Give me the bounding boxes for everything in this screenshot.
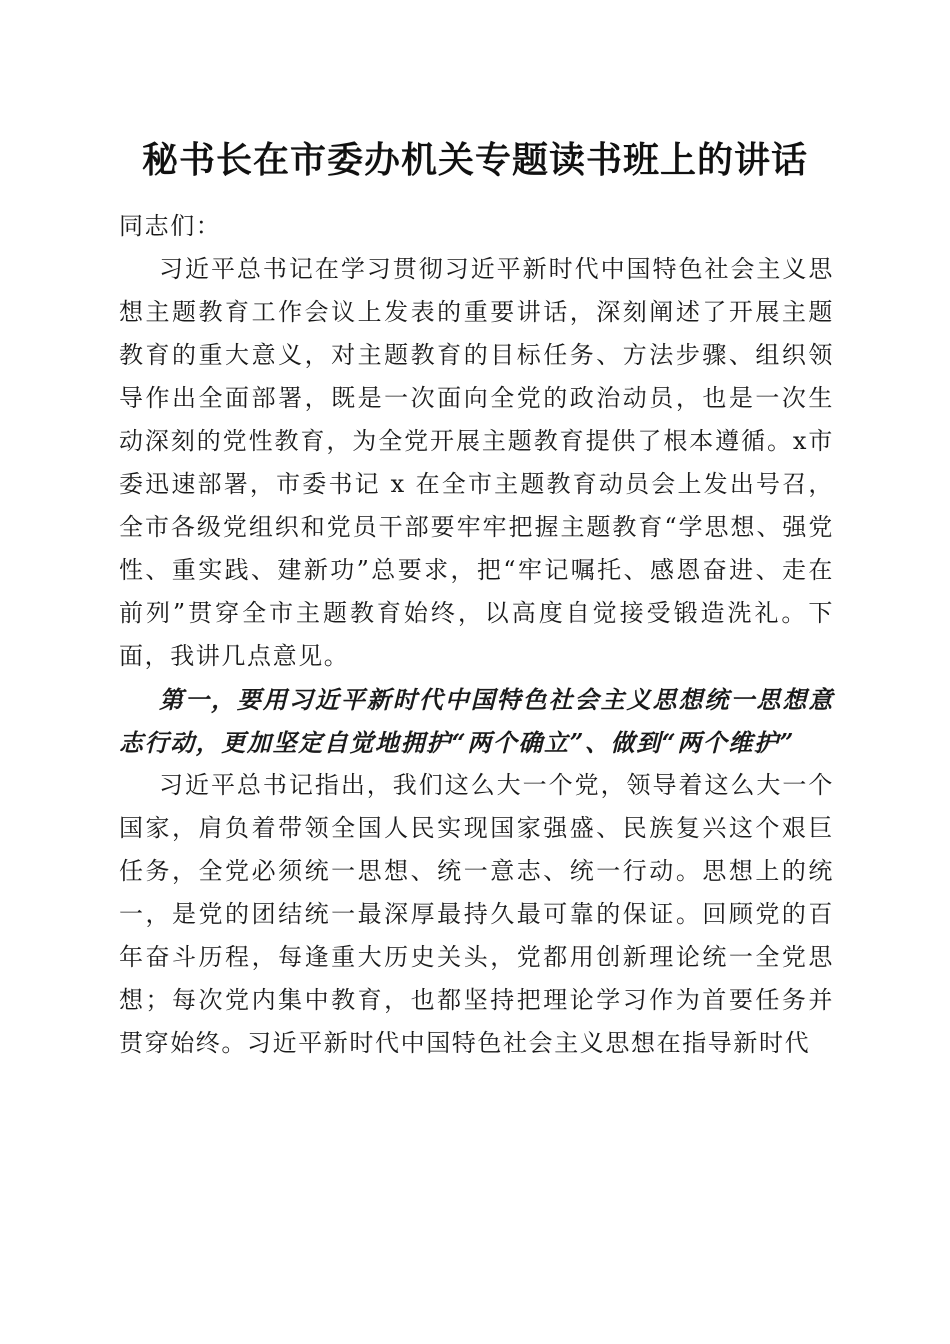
document-title: 秘书长在市委办机关专题读书班上的讲话 (141, 139, 808, 181)
salutation: 同志们： (119, 212, 222, 240)
section-heading-first: 第一，要用习近平新时代中国特色社会主义思想统一思想意志行动，更加坚定自觉地拥护“两个确立”、做到“两个维护” (119, 685, 834, 757)
paragraph-section-one: 习近平总书记指出，我们这么大一个党，领导着这么大一个国家，肩负着带领全国人民实现国家强盛、民族复兴这个艰巨任务，全党必须统一思想、统一意志、统一行动。思想上的统一，是党的团结统一最深厚最持久最可靠的保证。回顾党的百年奋斗历程，每逢重大历史关头，党都用创新理论统一全党思想；每次党内集中教育，也都坚持把理论学习作为首要任务并贯穿始终。习近平新时代中国特色社会主义思想在指导新时代 (119, 771, 834, 1057)
paragraph-intro: 习近平总书记在学习贯彻习近平新时代中国特色社会主义思想主题教育工作会议上发表的重要讲话，深刻阐述了开展主题教育的重大意义，对主题教育的目标任务、方法步骤、组织领导作出全面部署，既是一次面向全党的政治动员，也是一次生动深刻的党性教育，为全党开展主题教育提供了根本遵循。x市委迅速部署，市委书记 x 在全市主题教育动员会上发出号召，全市各级党组织和党员干部要牢牢把握主题教育“学思想、强党性、重实践、建新功”总要求，把“牢记嘱托、感恩奋进、走在前列”贯穿全市主题教育始终，以高度自觉接受锻造洗礼。下面，我讲几点意见。 (119, 255, 834, 670)
document-body (119, 205, 834, 1065)
